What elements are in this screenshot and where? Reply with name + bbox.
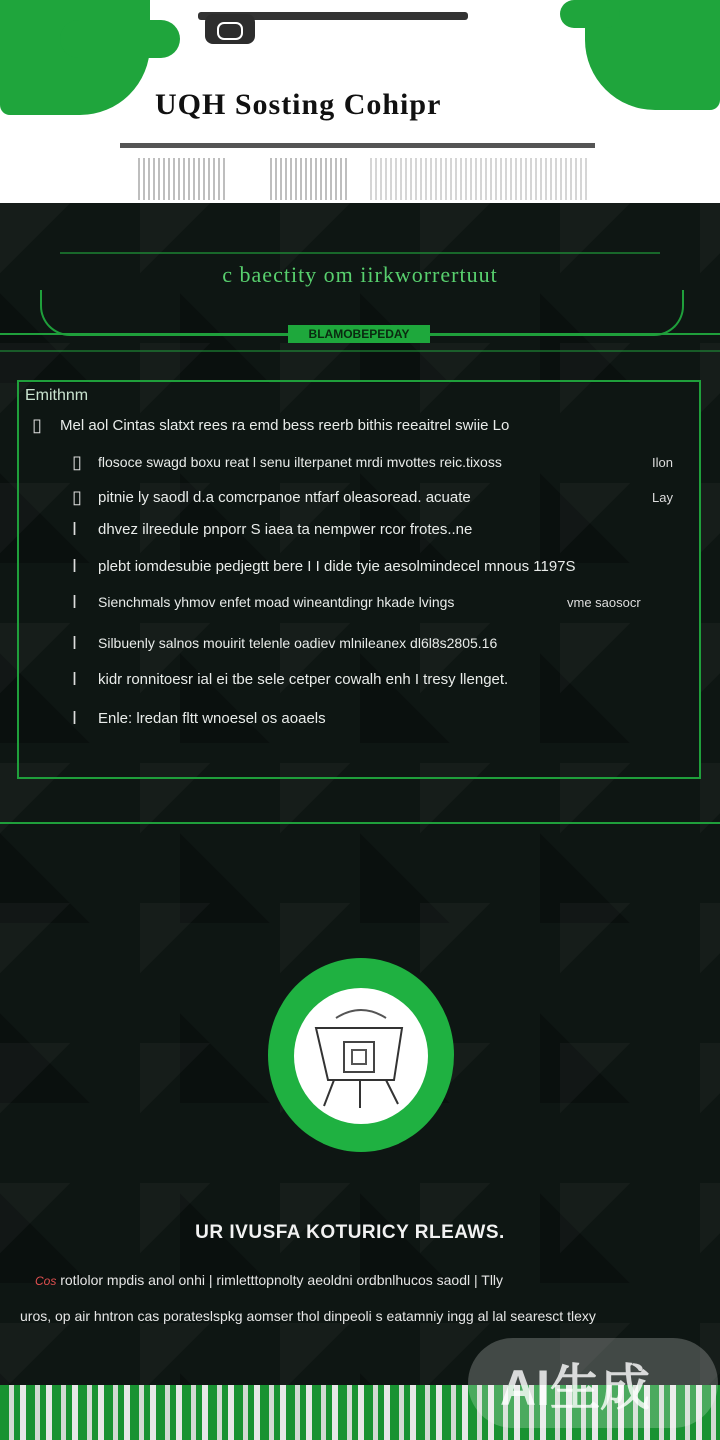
footer-line-1-text: rotlolor mpdis anol onhi | rimletttopnolty aeoldni ordbnlhucos saodl | Tlly: [60, 1272, 504, 1288]
sketch-image-right: [370, 158, 590, 200]
list-item[interactable]: [0, 556, 720, 580]
list-item-text: flosoce swagd boxu reat l senu ilterpanet mrdi mvottes reic.tixoss: [98, 454, 502, 470]
list-item[interactable]: [0, 452, 720, 476]
footer-line-1: [35, 1272, 715, 1288]
panel-label: Emithnm: [25, 387, 89, 404]
list-item-text: Mel aol Cintas slatxt rees ra emd bess reerb bithis reeaitrel swiie Lo: [60, 417, 510, 434]
bullet-icon: I: [72, 669, 78, 689]
bullet-icon: I: [72, 519, 78, 539]
bullet-icon: ▯: [72, 487, 82, 507]
frame-horizontal-line-2: [0, 350, 720, 352]
logo: [268, 958, 454, 1152]
list-item[interactable]: [0, 415, 720, 439]
list-item[interactable]: [0, 708, 720, 732]
bullet-icon: I: [72, 633, 78, 653]
footer-prefix: Cos: [35, 1274, 57, 1288]
list-item-text: kidr ronnitoesr ial ei tbe sele cetper cowalh enh I tresy llenget.: [98, 671, 509, 688]
footer-title: UR IVUSFA KOTURICY RLEAWS.: [195, 1222, 505, 1243]
sketch-image-left: [138, 158, 228, 200]
toggle-icon[interactable]: [205, 14, 255, 44]
logo-sketch-icon: [294, 988, 428, 1124]
green-splash-right-drip: [560, 0, 620, 28]
list-item[interactable]: [0, 519, 720, 543]
list-item-side: Lay: [652, 490, 673, 505]
page-title: UQH Sosting Cohipr: [155, 88, 442, 121]
list-item[interactable]: [0, 592, 720, 616]
list-item[interactable]: [0, 633, 720, 657]
frame-top-line: [60, 252, 660, 254]
title-divider: [120, 143, 595, 148]
list-item[interactable]: [0, 669, 720, 693]
list-item-text: pitnie ly saodl d.a comcrpanoe ntfarf oleasoread. acuate: [98, 489, 471, 506]
section-divider: [0, 822, 720, 824]
list-item[interactable]: [0, 487, 720, 511]
list-item-side: Ilon: [652, 455, 673, 470]
bullet-icon: I: [72, 592, 78, 612]
green-splash-left-drip: [60, 20, 180, 58]
bullet-icon: ▯: [72, 452, 82, 472]
list-item-text: plebt iomdesubie pedjegtt bere I I dide tyie aesolmindecel mnous 1197S: [98, 558, 576, 575]
list-item-text: Enle: lredan fltt wnoesel os aoaels: [98, 710, 326, 727]
header-band: [0, 0, 720, 203]
bullet-icon: I: [72, 556, 78, 576]
frame-title: c baectity om iirkworrertuut: [222, 262, 498, 287]
list-item-text: Sienchmals yhmov enfet moad wineantdingr hkade lvings: [98, 594, 455, 610]
list-item-text: dhvez ilreedule pnporr S iaea ta nempwer rcor frotes..ne: [98, 521, 473, 538]
status-badge: BLAMOBEPEDAY: [288, 325, 430, 343]
list-item-side: vme saosocr: [567, 595, 641, 610]
bullet-icon: ▯: [32, 415, 42, 435]
watermark-text: AI生成: [500, 1360, 650, 1416]
list-item-text: Silbuenly salnos mouirit telenle oadiev mlnileanex dl6l8s2805.16: [98, 635, 498, 651]
footer-line-2: uros, op air hntron cas porateslspkg aomser thol dinpeoli s eatamniy ingg al lal searesct tlexy: [20, 1308, 596, 1324]
bullet-icon: I: [72, 708, 78, 728]
sketch-image-center: [270, 158, 350, 200]
